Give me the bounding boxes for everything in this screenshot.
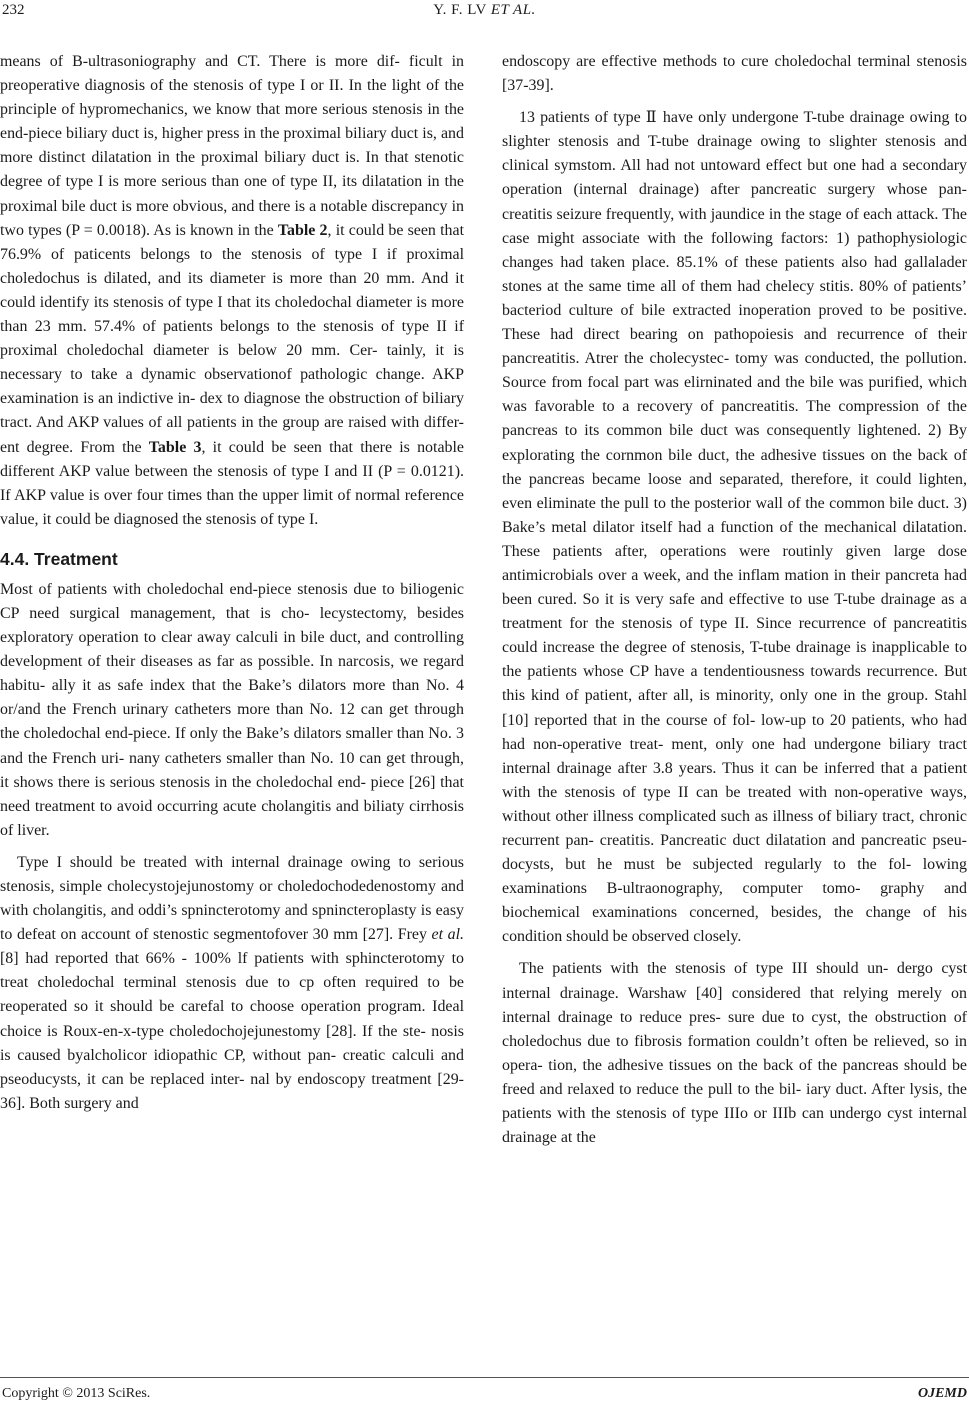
running-head-authors: Y. F. LV bbox=[433, 2, 487, 18]
left-p1-text-b: , it could be seen that 76.9% of paticents belongs to the stenosis of type I if proximal choledochus is dilated, and its diameter is more than 20 mm. And it could identify its stenosis of type I that its choledochal diameter is more than 23 mm. 57.4% of patients belongs to the stenosis of type II if proximal choledochal diameter is below 20 mm. Cer- tainly, it is necessary to take a dynamic observationof pathologic change. AKP examination is an indictive in- dex to diagnose the obstruction of biliary tract. And AKP values of all patients in the group are raised with differ- ent degree. From the bbox=[0, 221, 464, 456]
left-paragraph-1 bbox=[0, 50, 464, 532]
left-paragraph-2: Most of patients with choledochal end-piece stenosis due to biliogenic CP need surgical management, that is cho- lecystectomy, besides exploratory operation to clear away calculi in bile duct, and controlling development of their diseases as far as possible. In narcosis, we regard habitu- ally it as safe index that the Bake’s dilators more than No. 4 or/and the French urinary catheters more than No. 12 can get through the choledochal end-piece. If only the Bake’s dilators smaller than No. 3 and the French uri- nany catheters smaller than No. 10 can get through, it shows there is serious stenosis in the choledochal end- piece [26] that need treatment to avoid occurring acute cholangitis and biliaty cirrhosis of liver. bbox=[0, 580, 464, 839]
right-paragraph-2: 13 patients of type Ⅱ have only undergone T-tube drainage owing to slighter stenosis and T-tube drainage owing to slighter stenosis and clinical symstom. All had not untoward effect but one had a secondary operation (internal drainage) after pancreatic surgery whose pan- creatitis seizure frequently, with jaundice in the stage of each attack. The case might associate with the following factors: 1) pathophysiologic changes had taken place. 85.1% of these patients also had gallalader stones at the same time all of them had chelecy stitis. 80% of patients’ bacteriod culture of bile extracted inoperation proved to be positive. These had direct bearing on pathopoiesis and recurrence of their pancreatitis. Atrer the cholecystec- tomy was conducted, the pollution. Source from focal part was elirninated and the bile was purified, which was favorable to a recovery of pancreatitis. The compression of the pancreas to its common bile duct was consequently lightened. 2) By explorating the cornmon bile duct, the adhesive tissues on the back of the pancreas became loose and separated, therefore, it could lighten, even eliminate the pull to the posterior wall of the common bile duct. 3) Bake’s metal dilator itself had a function of the mechanical dilatation. These patients after, operations were routinly given large dose antimicrobials over a week, and the inflam mation in their pancreta had been cured. So it is very safe and effective to use T-tube drainage as a treatment for the stenosis of type II. Since recurrence of pancreatitis could increase the degree of stenosis, T-tube drainage is inapplicable to the patients whose CP have a tendentiousness towards recurrence. But this kind of patient, after all, is minority, only one in the group. Stahl [10] reported that in the course of fol- low-up to 20 patients, who had had non-operative treat- ment, only one had undergone biliary tract internal drainage after 3.8 years. Thus it can be inferred that a patient with the stenosis of type II can be treated with non-operative ways, without other illness complicated such as illness of biliary tract, chronic recurrent pan- creatitis. Pancreatic duct dilatation and pancreatic pseu- docysts, but he must be subjected regularly to the fol- lowing examinations B-ultraonography, computer tomo- graphy and biochemical examinations concerned, besides, the change of his condition should be observed closely. bbox=[502, 109, 967, 946]
left-paragraph-3 bbox=[0, 851, 464, 1116]
left-column bbox=[0, 50, 464, 1116]
et-al-italic: et al. bbox=[431, 926, 464, 944]
left-p1-text-a: means of B-ultrasoniography and CT. There is more dif- ficult in preoperative diagnosis of the stenosis of type I or II. In the light of the principle of hypromechanics, we know that more serious stenosis in the end-piece biliary duct is, higher press in the proximal biliary duct is, and more distinct dilatation in the proximal biliary duct is. In that stenotic degree of type I is more serious than one of type II, its dilatation in the proximal bile duct is more obvious, and there is a notable discrepancy in two types (P = 0.0018). As is known in the bbox=[0, 53, 464, 239]
left-p3-text-b: [8] had reported that 66% - 100% lf patients with sphincterotomy to treat choledochal terminal stenosis due to cp often required to be reoperated so it should be carefal to choose operation program. Ideal choice is Roux-en-x-type choledochojejunestomy [28]. If the ste- nosis is caused byalcholicor idiopathic CP, without pan- creatic calculi and pseoducysts, it can be replaced inter- nal by endoscopy treatment [29-36]. Both surgery and bbox=[0, 950, 464, 1112]
running-head-etal: ET AL. bbox=[490, 2, 536, 18]
section-heading-treatment: 4.4. Treatment bbox=[0, 548, 118, 569]
table-2-reference: Table 2 bbox=[277, 221, 328, 239]
right-paragraph-3: The patients with the stenosis of type III should un- dergo cyst internal drainage. Warshaw [40] considered that relying merely on internal drainage to reduce pres- sure due to cyst, the obstruction of choledochus due to fibrosis formation couldn’t often be relieved, so in opera- tion, the adhesive tissues on the back of the pancreas should be freed and relaxed to reduce the pull to the bil- iary duct. After lysis, the patients with the stenosis of type IIIo or IIIb can undergo cyst internal drainage at the bbox=[502, 960, 967, 1147]
footer-copyright: Copyright © 2013 SciRes. bbox=[2, 1386, 151, 1401]
left-p3-text-a: Type I should be treated with internal drainage owing to serious stenosis, simple cholecystojejunostomy or choledochodedenostomy and with cholangitis, and oddi’s spnincterotomy and spnincteroplasty is easy to defeat on account of stenostic segmentofover 30 mm [27]. Frey bbox=[0, 853, 464, 944]
left-p1-text-c: , it could be seen that there is notable different AKP value between the stenosis of type I and II (P = 0.0121). If AKP value is over four times than the upper limit of normal reference value, it could be diagnosed the stenosis of type I. bbox=[0, 438, 464, 528]
page-number: 232 bbox=[2, 2, 25, 18]
right-column bbox=[502, 50, 967, 1150]
footer-rule bbox=[0, 1377, 969, 1378]
footer-journal: OJEMD bbox=[917, 1386, 967, 1401]
table-3-reference: Table 3 bbox=[148, 438, 202, 456]
right-paragraph-1: endoscopy are effective methods to cure choledochal terminal stenosis [37-39]. bbox=[502, 53, 967, 95]
running-head bbox=[0, 2, 969, 19]
